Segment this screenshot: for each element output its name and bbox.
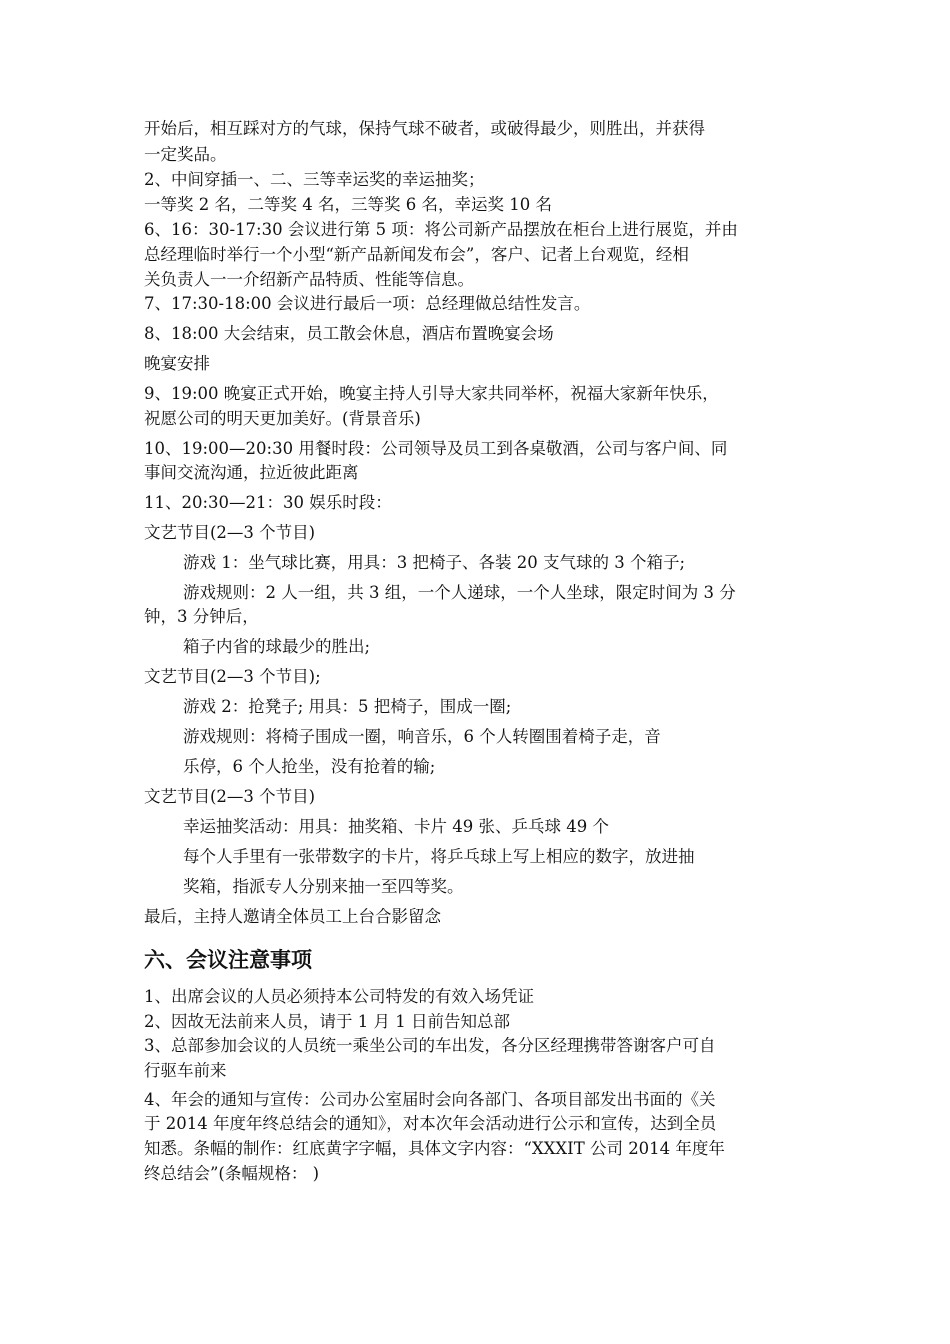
text-line: 7、17:30-18:00 会议进行最后一项：总经理做总结性发言。 [144, 294, 591, 313]
text-line: 关负责人一一介绍新产品特质、性能等信息。 [144, 270, 474, 289]
text-line: 每个人手里有一张带数字的卡片，将乒乓球上写上相应的数字，放进抽 [183, 847, 695, 866]
text-line: 3、总部参加会议的人员统一乘坐公司的车出发，各分区经理携带答谢客户可自 [144, 1036, 716, 1055]
text-line: 文艺节目(2—3 个节目) [144, 787, 316, 806]
text-line: 最后，主持人邀请全体员工上台合影留念 [144, 907, 441, 926]
text-line: 晚宴安排 [144, 354, 210, 373]
text-line: 终总结会”(条幅规格： ) [144, 1164, 320, 1183]
text-line: 行驱车前来 [144, 1061, 227, 1080]
text-line: 4、年会的通知与宣传：公司办公室届时会向各部门、各项目部发出书面的《关 [144, 1090, 716, 1109]
text-line: 奖箱，指派专人分别来抽一至四等奖。 [183, 877, 464, 896]
text-line: 文艺节目(2—3 个节目) [144, 523, 316, 542]
text-line: 9、19:00 晚宴正式开始，晚宴主持人引导大家共同举杯，祝福大家新年快乐， [144, 384, 719, 403]
text-line: 游戏规则：将椅子围成一圈，响音乐，6 个人转圈围着椅子走，音 [183, 727, 661, 746]
text-line: 8、18:00 大会结束，员工散会休息，酒店布置晚宴会场 [144, 324, 554, 343]
text-line: 箱子内省的球最少的胜出; [183, 637, 371, 656]
text-line: 事间交流沟通，拉近彼此距离 [144, 463, 359, 482]
text-line: 于 2014 年度年终总结会的通知》，对本次年会活动进行公示和宣传，达到全员 [144, 1114, 717, 1133]
text-line: 11、20:30—21：30 娱乐时段： [144, 493, 392, 512]
text-line: 幸运抽奖活动：用具：抽奖箱、卡片 49 张、乒乓球 49 个 [183, 817, 609, 836]
text-line: 游戏规则：2 人一组，共 3 组，一个人递球，一个人坐球，限定时间为 3 分 [183, 583, 736, 602]
text-line: 2、因故无法前来人员，请于 1 月 1 日前告知总部 [144, 1012, 510, 1031]
text-line: 文艺节目(2—3 个节目); [144, 667, 321, 686]
section-heading: 六、会议注意事项 [144, 948, 312, 972]
text-line: 一等奖 2 名，二等奖 4 名，三等奖 6 名，幸运奖 10 名 [144, 195, 552, 214]
text-line: 一定奖品。 [144, 145, 227, 164]
text-line: 游戏 1：坐气球比赛，用具：3 把椅子、各装 20 支气球的 3 个箱子; [183, 553, 686, 572]
text-line: 总经理临时举行一个小型“新产品新闻发布会”，客户、记者上台观览，经相 [144, 245, 689, 264]
text-line: 游戏 2：抢凳子; 用具：5 把椅子，围成一圈; [183, 697, 512, 716]
text-line: 10、19:00—20:30 用餐时段：公司领导及员工到各桌敬酒，公司与客户间、同 [144, 439, 728, 458]
text-line: 开始后，相互踩对方的气球，保持气球不破者，或破得最少，则胜出，并获得 [144, 119, 705, 138]
text-line: 2、中间穿插一、二、三等幸运奖的幸运抽奖； [144, 170, 485, 189]
text-line: 1、出席会议的人员必须持本公司特发的有效入场凭证 [144, 987, 534, 1006]
text-line: 乐停，6 个人抢坐，没有抢着的输; [183, 757, 436, 776]
text-line: 钟，3 分钟后， [144, 607, 259, 626]
text-line: 祝愿公司的明天更加美好。(背景音乐) [144, 409, 421, 428]
text-line: 知悉。条幅的制作：红底黄字字幅，具体文字内容：“XXXIT 公司 2014 年度年 [144, 1139, 725, 1158]
text-line: 6、16：30-17:30 会议进行第 5 项：将公司新产品摆放在柜台上进行展览，并由 [144, 220, 738, 239]
